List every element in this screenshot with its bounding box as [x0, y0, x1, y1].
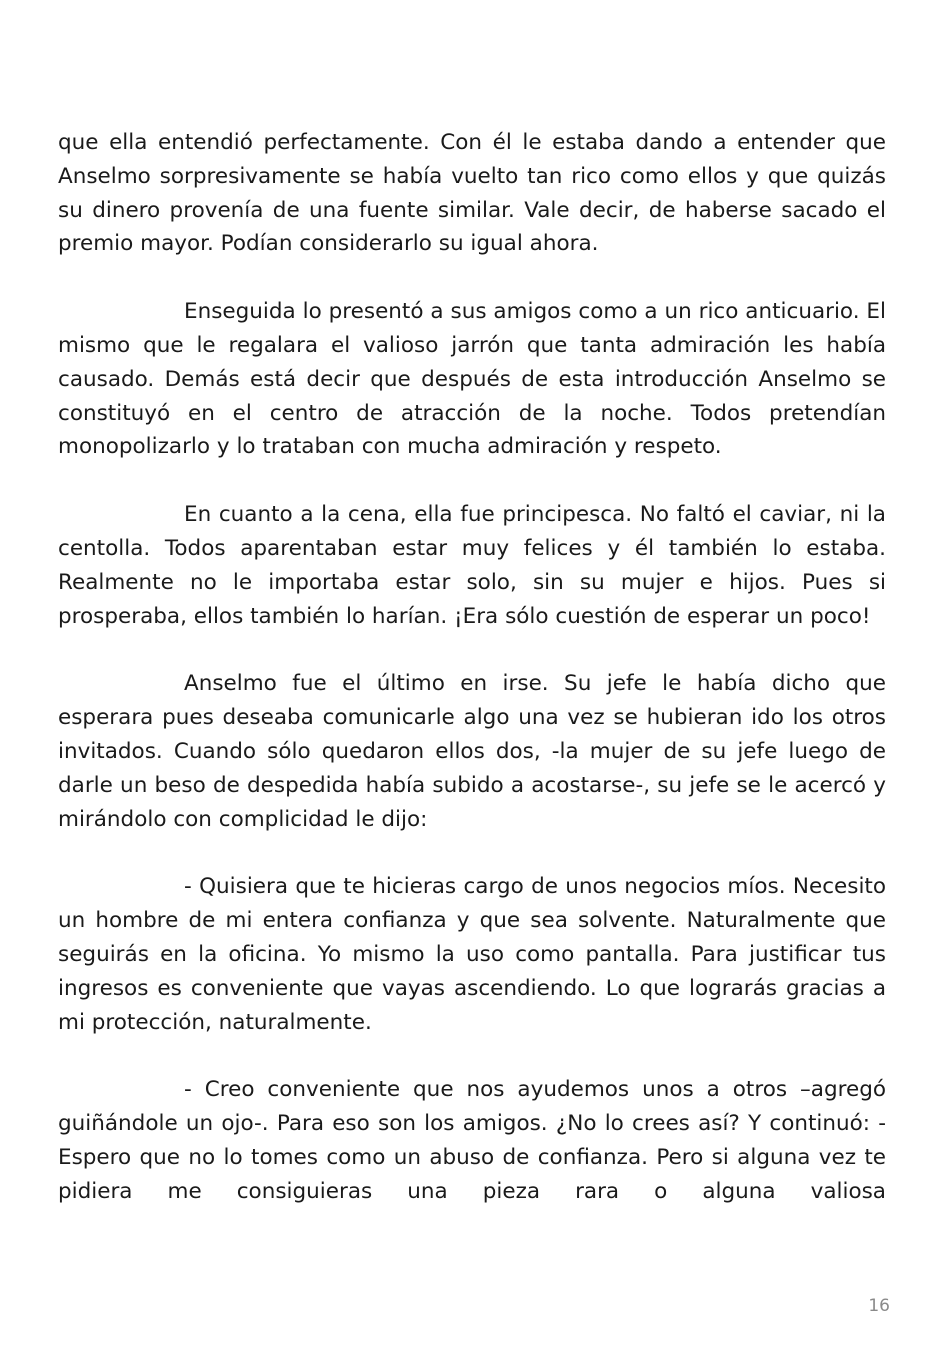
paragraph-6: - Creo conveniente que nos ayudemos unos a otros –agregó guiñándole un ojo-. Para eso son los amigos. ¿No lo crees así? Y continuó: - Espero que no lo tomes como un abuso de confianza. Pero si alguna vez te pidiera me consiguieras una pieza rara o alguna valiosa: [58, 1077, 886, 1204]
paragraph-3: En cuanto a la cena, ella fue principesca. No faltó el caviar, ni la centolla. Todos aparentaban estar muy felices y él también lo estaba. Realmente no le importaba estar solo, sin su mujer e hijos. Pues si prosperaba, ellos también lo harían. ¡Era sólo cuestión de esperar un poco!: [58, 502, 886, 629]
paragraph-2: Enseguida lo presentó a sus amigos como a un rico anticuario. El mismo que le regalara el valioso jarrón que tanta admiración les había causado. Demás está decir que después de esta introducción Anselmo se constituyó en el centro de atracción de la noche. Todos pretendían monopolizarlo y lo trataban con mucha admiración y respeto.: [58, 299, 886, 460]
paragraph-4: Anselmo fue el último en irse. Su jefe le había dicho que esperara pues deseaba comunicarle algo una vez se hubieran ido los otros invitados. Cuando sólo quedaron ellos dos, -la mujer de su jefe luego de darle un beso de despedida había subido a acostarse-, su jefe se le acercó y mirándolo con complicidad le dijo:: [58, 671, 886, 832]
body-text: [58, 126, 886, 1209]
paragraph-5: - Quisiera que te hicieras cargo de unos negocios míos. Necesito un hombre de mi entera confianza y que sea solvente. Naturalmente que seguirás en la oficina. Yo mismo la uso como pantalla. Para justificar tus ingresos es conveniente que vayas ascendiendo. Lo que lograrás gracias a mi protección, naturalmente.: [58, 874, 886, 1035]
page-number: 16: [868, 1296, 890, 1316]
paragraph-1: que ella entendió perfectamente. Con él le estaba dando a entender que Anselmo sorpresivamente se había vuelto tan rico como ellos y que quizás su dinero provenía de una fuente similar. Vale decir, de haberse sacado el premio mayor. Podían considerarlo su igual ahora.: [58, 130, 886, 257]
